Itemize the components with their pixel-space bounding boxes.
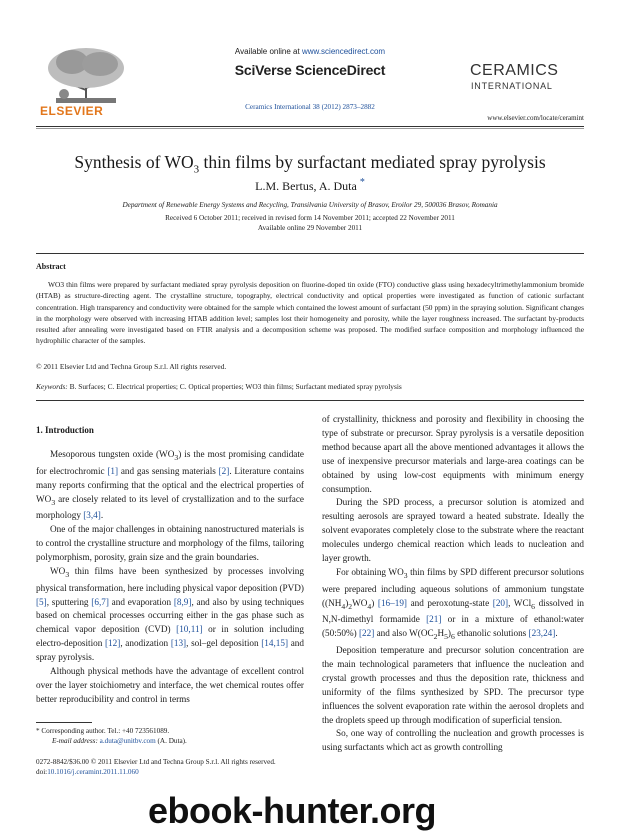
abstract-heading: Abstract	[36, 262, 66, 271]
abstract-rule	[36, 400, 584, 401]
journal-logo-line2: INTERNATIONAL	[471, 81, 553, 91]
paragraph: For obtaining $WO_3$ thin films by SPD different precursor solutions were prepared including aqueous solutions of ammonium tungstate $((NH_4)_2WO_4)$ [16–19] and peroxotung-state [20], WCl$_6$ dissolved in N,N-dimethyl formamide [21] or in a mixture of ethanol:water (50:50%) [22] and also $W(OC_2H_5)_6$ ethanolic solutions [23,24].	[322, 566, 585, 642]
header-rule	[36, 126, 584, 127]
paragraph: During the SPD process, a precursor solution is atomized and resulting aerosols are sprayed toward a heated substrate. Ideally the solvent evaporates completely close to the substrate where the reactant molecules undergo chemical reaction which leads to nucleation and layer growth.	[322, 497, 584, 564]
available-online: Available online at www.sciencedirect.com	[234, 47, 386, 56]
paragraph: So, one way of controlling the nucleation and growth processes is using surfactants which act as growth controlling	[322, 728, 584, 753]
journal-logo-line1: CERAMICS	[470, 62, 559, 79]
left-column	[36, 448, 304, 707]
abstract-copyright: © 2011 Elsevier Ltd and Techna Group S.r.l. All rights reserved.	[36, 362, 227, 371]
watermark: ebook-hunter.org	[148, 790, 436, 831]
doi-link[interactable]: 10.1016/j.ceramint.2011.11.060	[47, 768, 139, 776]
journal-reference[interactable]: Ceramics International 38 (2012) 2873–2882	[245, 103, 375, 111]
title-rule	[36, 253, 584, 254]
sciencedirect-link[interactable]: www.sciencedirect.com	[301, 47, 386, 56]
header-rule-thin	[36, 128, 584, 129]
issn-line: 0272-8842/$36.00 © 2011 Elsevier Ltd and Techna Group S.r.l. All rights reserved.	[36, 758, 276, 766]
received-dates: Received 6 October 2011; received in revised form 14 November 2011; accepted 22 November 2011	[165, 214, 455, 222]
paragraph: of crystallinity, thickness and porosity and flexibility in choosing the type of substrate or precursor. Spray pyrolysis is a versatile deposition method because apart all the above mentioned advantages it allows the use of inexpensive precursor materials and large-area coatings can be obtained by using low-cost equipments with minimum energy consumption.	[322, 414, 584, 494]
authors: L.M. Bertus, A. Duta *	[255, 177, 365, 193]
journal-url[interactable]: www.elsevier.com/locate/ceramint	[487, 114, 584, 122]
paragraph: Mesoporous tungsten oxide $(WO_3)$ is the most promising candidate for electrochromic [1] and gas sensing materials [2]. Literature contains many reports confirming that the optical and the electrical properties of $WO_3$ are closely related to its level of crystallization and to the surface morphology [3,4].	[36, 449, 304, 521]
paragraph: Deposition temperature and precursor solution concentration are the main technological parameters that influence the nucleation and crystal growth processes and thus the deposition rate, thickness and uniformity of the films synthesized by SPD. The precursor type influences the solvent evaporation rate within the aerosol droplets and the droplets speed up through modification of superficial tension.	[322, 644, 584, 725]
email-note: E-mail address: a.duta@unitbv.com (A. Duta).	[52, 737, 187, 745]
email-link[interactable]: a.duta@unitbv.com	[99, 737, 156, 745]
online-date: Available online 29 November 2011	[257, 224, 363, 232]
platform-name: SciVerse ScienceDirect	[234, 62, 386, 78]
article-title: Synthesis of $WO_3$ thin films by surfactant mediated spray pyrolysis	[74, 152, 546, 176]
abstract-text: WO3 thin films were prepared by surfactant mediated spray pyrolysis deposition on fluorine-doped tin oxide (FTO) conductive glass using hexadecyltrimethylammonium bromide (HTAB) as structure-directing agent. The crystalline structure, topography, electrical conductivity and optical properties were investigated as function of cationic surfactant concentration. High transparency and conductivity were obtained for the sample which contained the lowest amount of surfactant (50 ppm) in the spraying solution. Significant changes in the morphology were observed with increasing HTAB addition level; samples lost their homogeneity and porosity, while the layer roughness increased. The surfactant by-products resulted after annealing were investigated based on FTIR analysis and a decomposition scheme was proposed. The modified surface composition and morphology influenced the hydrophilic character of the samples.	[36, 280, 584, 346]
section-heading-introduction: 1. Introduction	[36, 425, 94, 435]
corresponding-author-note: * Corresponding author. Tel.: +40 723561089.	[36, 727, 170, 735]
paragraph: Although physical methods have the advantage of excellent control over the layer stoichiometry and interface, the wet chemical routes offer better reproducibility and control in terms	[36, 666, 304, 704]
paragraph: One of the major challenges in obtaining nanostructured materials is to control the crystalline structure and morphology of the films, tailoring polymorphism, porosity, grain size and the grain boundaries.	[36, 524, 304, 562]
publisher-name: ELSEVIER	[40, 104, 104, 118]
keywords: Keywords: B. Surfaces; C. Electrical properties; C. Optical properties; WO3 thin films; Surfactant mediated spray pyrolysis	[36, 382, 402, 391]
right-column	[322, 413, 584, 755]
paragraph: $WO_3$ thin films have been synthesized by processes involving physical transformation, here including physical vapor deposition (PVD) [5], sputtering [6,7] and evaporation [8,9], and also by using techniques based on chemical processes occurring either in the gas phase such as chemical vapor deposition (CVD) [10,11] or in solution including electro-deposition [12], anodization [13], sol–gel deposition [14,15] and spray pyrolysis.	[36, 565, 304, 663]
footnote-rule	[36, 722, 92, 723]
doi-line: doi:10.1016/j.ceramint.2011.11.060	[36, 768, 139, 776]
corresponding-author-mark[interactable]: *	[359, 177, 365, 188]
affiliation: Department of Renewable Energy Systems and Recycling, Transilvania University of Brasov, Eroilor 29, 500036 Brasov, Romania	[122, 201, 498, 209]
